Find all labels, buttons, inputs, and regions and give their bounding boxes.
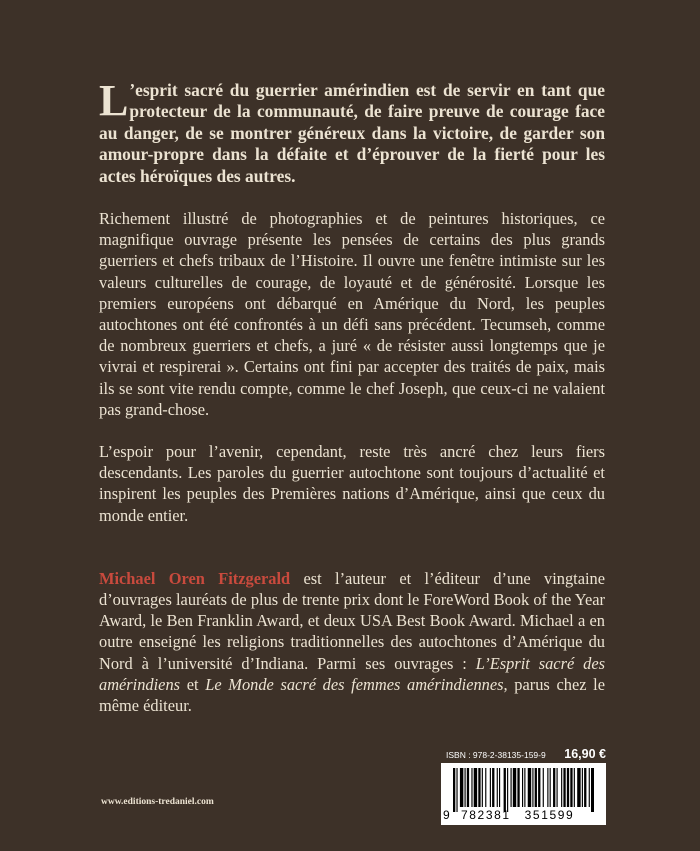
book-title-2: Le Monde sacré des femmes amérindiennes [205,674,504,694]
isbn-number: ISBN : 978-2-38135-159-9 [446,750,546,760]
intro-paragraph [99,76,605,187]
barcode-right-digits: 351599 [524,808,575,822]
author-bio-end: , parus chez le même éditeur. [99,674,606,716]
barcode [441,763,606,825]
description-paragraph-2: L’espoir pour l’avenir, cependant, reste très ancré chez leurs fiers descendants. Les paroles du guerrier autochtone sont toujours d’actualité et inspirent les peuples des Premières nations d’Amérique, ainsi que ceux du monde entier. [99,442,605,525]
author-bio [99,568,605,716]
book-title-1: L’Esprit sacré des amérindiens [99,653,605,694]
price: 16,90 € [564,747,606,761]
intro-text: ’esprit sacré du guerrier amérindien est de servir en tant que protecteur de la communauté, de faire preuve de courage face au danger, de se montrer généreux dans la victoire, de garder son amour-propre dans la défaite et d’éprouver de la fierté pour les actes héroïques des autres. [99,80,605,186]
barcode-digits [443,808,604,822]
publisher-website: www.editions-tredaniel.com [101,797,214,807]
author-bio-and: et [180,674,206,694]
barcode-first-digit: 9 [443,808,450,822]
barcode-bars [453,768,594,812]
cover-text [99,76,606,716]
author-bio-text: est l’auteur et l’éditeur d’une vingtaine d’ouvrages lauréats de plus de trente prix dont le ForeWord Book of the Year Award, le Ben Franklin Award, et deux USA Best Book Award. Michael a en outre enseigné les religions traditionnelles des autochtones d’Amérique du Nord à l’université d’Indiana. Parmi ses ouvrages : [99,568,605,673]
drop-cap: L [99,76,129,125]
description-paragraph-1: Richement illustré de photographies et de peintures historiques, ce magnifique ouvrage présente les pensées de certains des plus grands guerriers et chefs tribaux de l’Histoire. Il ouvre une fenêtre intimiste sur les valeurs culturelles de courage, de loyauté et de générosité. Lorsque les premiers européens ont débarqué en Amérique du Nord, les peuples autochtones ont été confrontés à un défi sans précédent. Tecumseh, comme de nombreux guerriers et chefs, a juré « de résister aussi longtemps que je vivrai et respirerai ». Certains ont fini par accepter des traités de paix, mais ils se sont vite rendu compte, comme le chef Joseph, que ceux-ci ne valaient pas grand-chose. [99,209,605,419]
barcode-left-digits: 782381 [461,808,511,822]
isbn-price-row [446,747,606,761]
author-name: Michael Oren Fitzgerald [99,568,291,588]
